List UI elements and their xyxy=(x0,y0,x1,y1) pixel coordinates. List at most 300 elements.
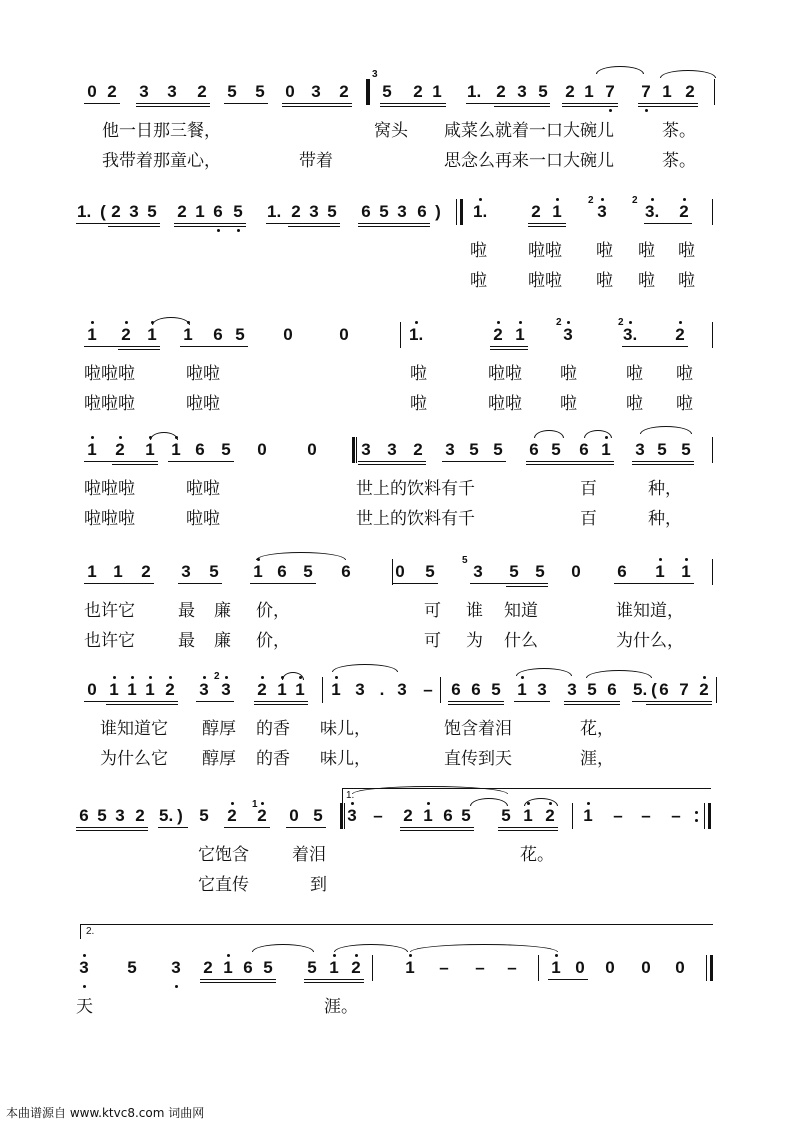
jianpu-note: 1 xyxy=(515,325,525,344)
jianpu-note: 0 xyxy=(283,325,293,344)
jianpu-note: 0 xyxy=(575,958,585,977)
tie-arc xyxy=(150,432,178,440)
lyric-verse-2: 啦 xyxy=(470,271,487,291)
octave-dot xyxy=(149,676,152,679)
octave-dot xyxy=(83,954,86,957)
octave-dot xyxy=(169,676,172,679)
jianpu-note: 0 xyxy=(675,958,685,977)
lyric-verse-1: 最 xyxy=(178,601,195,621)
jianpu-note: – xyxy=(423,680,433,699)
jianpu-note: 2 xyxy=(565,82,575,101)
beam-underline xyxy=(304,982,364,983)
beam-underline xyxy=(490,346,528,347)
octave-dot xyxy=(299,676,302,679)
jianpu-note: 0 xyxy=(339,325,349,344)
lyric-verse-1: 他一日那三餐， xyxy=(102,121,221,141)
octave-dot xyxy=(355,954,358,957)
barline xyxy=(704,803,705,829)
jianpu-note: 2 xyxy=(291,202,301,221)
jianpu-note: 1 xyxy=(277,680,287,699)
octave-dot xyxy=(685,558,688,561)
barline xyxy=(708,803,711,829)
lyric-verse-1: 味儿， xyxy=(320,719,371,739)
lyric-verse-2: 世上的饮料有千 xyxy=(356,509,475,529)
jianpu-note: 5 xyxy=(313,806,323,825)
octave-dot xyxy=(629,321,632,324)
jianpu-note: 2 xyxy=(685,82,695,101)
jianpu-note: 1 xyxy=(147,325,157,344)
jianpu-note: 1. xyxy=(473,202,488,221)
jianpu-note: 0 xyxy=(605,958,615,977)
jianpu-note: 1 xyxy=(583,806,593,825)
jianpu-note: 2 xyxy=(675,325,685,344)
jianpu-note: 6 xyxy=(243,958,253,977)
barline xyxy=(712,199,713,225)
beam-underline xyxy=(136,103,210,104)
octave-dot xyxy=(497,321,500,324)
grace-note: 5 xyxy=(462,555,468,566)
beam-underline xyxy=(282,106,352,107)
beam-underline xyxy=(448,701,504,702)
barline xyxy=(714,79,715,105)
beam-underline xyxy=(304,979,364,980)
jianpu-note: 1 xyxy=(523,806,533,825)
lyric-verse-2: 最 xyxy=(178,631,195,651)
jianpu-note: 1 xyxy=(584,82,594,101)
lyric-verse-2: 为什么它 xyxy=(100,749,168,769)
jianpu-note: 3 xyxy=(139,82,149,101)
beam-underline xyxy=(470,583,548,584)
jianpu-note: 3 xyxy=(563,325,573,344)
barline xyxy=(712,437,713,463)
octave-dot xyxy=(567,321,570,324)
lyric-verse-2: 带着 xyxy=(299,151,333,171)
octave-dot xyxy=(645,109,648,112)
jianpu-note: 3 xyxy=(79,958,89,977)
beam-underline xyxy=(282,103,352,104)
jianpu-note: 3 xyxy=(597,202,607,221)
jianpu-note: 3 xyxy=(397,680,407,699)
jianpu-note: 6 xyxy=(617,562,627,581)
lyric-verse-2: 啦 xyxy=(638,271,655,291)
barline xyxy=(706,955,707,981)
beam-underline xyxy=(358,226,430,227)
beam-underline xyxy=(106,704,178,705)
beam-underline xyxy=(644,223,692,224)
beam-underline xyxy=(380,103,446,104)
beam-underline xyxy=(288,226,340,227)
lyric-verse-2: 直传到天 xyxy=(444,749,512,769)
lyric-verse-1: 啦 xyxy=(560,364,577,384)
jianpu-note: 1 xyxy=(109,680,119,699)
octave-dot xyxy=(113,676,116,679)
lyric-verse-1: 谁知道， xyxy=(616,601,684,621)
jianpu-note: 2 xyxy=(257,806,267,825)
tie-arc xyxy=(516,668,572,676)
lyric-verse-2: 啦 xyxy=(560,394,577,414)
jianpu-note: 2 xyxy=(531,202,541,221)
octave-dot xyxy=(605,436,608,439)
octave-dot xyxy=(149,436,152,439)
lyric-verse-2: 啦 xyxy=(596,271,613,291)
jianpu-note: 5 xyxy=(307,958,317,977)
jianpu-note: 5 xyxy=(97,806,107,825)
lyric-verse-2: 我带着那童心， xyxy=(102,151,221,171)
barline xyxy=(369,79,370,105)
beam-underline xyxy=(136,106,210,107)
octave-dot xyxy=(556,198,559,201)
beam-underline xyxy=(254,701,308,702)
lyric-verse-1: 廉 xyxy=(214,601,231,621)
lyric-verse-2: 啦啦 xyxy=(186,509,220,529)
jianpu-note: 2 xyxy=(493,325,503,344)
jianpu-note: 3 xyxy=(473,562,483,581)
volta-bracket-second xyxy=(80,924,713,939)
jianpu-note: 1. xyxy=(467,82,482,101)
jianpu-note: 1 xyxy=(113,562,123,581)
beam-underline xyxy=(622,346,688,347)
beam-underline xyxy=(490,349,528,350)
jianpu-note: 3 xyxy=(115,806,125,825)
beam-underline xyxy=(180,346,248,347)
octave-dot xyxy=(679,321,682,324)
jianpu-note: 5 xyxy=(199,806,209,825)
lyric-verse-2: 茶。 xyxy=(662,151,696,171)
beam-underline xyxy=(178,583,222,584)
lyric-verse-2: 百 xyxy=(580,509,597,529)
octave-dot xyxy=(175,436,178,439)
beam-underline xyxy=(84,461,158,462)
jianpu-note: 0 xyxy=(87,82,97,101)
jianpu-note: 2 xyxy=(177,202,187,221)
jianpu-note: 2 xyxy=(413,82,423,101)
jianpu-note: 3 xyxy=(397,202,407,221)
jianpu-note: 1 xyxy=(662,82,672,101)
lyric-verse-1: 啦啦 xyxy=(488,364,522,384)
lyric-verse-1: 也许它 xyxy=(84,601,135,621)
octave-dot xyxy=(519,321,522,324)
beam-underline xyxy=(286,827,326,828)
beam-underline xyxy=(498,830,558,831)
jianpu-note: 3 xyxy=(567,680,577,699)
octave-dot xyxy=(227,954,230,957)
jianpu-note: – xyxy=(507,958,517,977)
octave-dot xyxy=(333,954,336,957)
jianpu-note: 5. xyxy=(159,806,174,825)
barline xyxy=(400,322,401,348)
tie-arc xyxy=(660,70,716,78)
lyric-verse-1: 啦 xyxy=(678,241,695,261)
lyric-verse-1: 啦啦 xyxy=(528,241,562,261)
lyric-verse-2: 啦 xyxy=(626,394,643,414)
jianpu-note: 1 xyxy=(87,325,97,344)
octave-dot xyxy=(203,676,206,679)
octave-dot xyxy=(659,558,662,561)
barline xyxy=(710,955,713,981)
barline xyxy=(712,322,713,348)
jianpu-note: 0 xyxy=(289,806,299,825)
jianpu-note: 5 xyxy=(255,82,265,101)
octave-dot xyxy=(217,229,220,232)
lyric-verse-2: 也许它 xyxy=(84,631,135,651)
lyric-verse-2: 啦 xyxy=(676,394,693,414)
lyric-verse-1: 啦 xyxy=(676,364,693,384)
beam-underline xyxy=(84,701,178,702)
barline xyxy=(538,955,539,981)
octave-dot xyxy=(125,321,128,324)
jianpu-note: 3. xyxy=(623,325,638,344)
beam-underline xyxy=(526,461,614,462)
jianpu-note: 3 xyxy=(221,680,231,699)
jianpu-note: 2 xyxy=(257,680,267,699)
jianpu-note: 6 xyxy=(443,806,453,825)
jianpu-note: 5 xyxy=(535,562,545,581)
octave-dot xyxy=(175,985,178,988)
barline xyxy=(344,803,345,829)
jianpu-note: 1 xyxy=(295,680,305,699)
jianpu-note: 5 xyxy=(209,562,219,581)
jianpu-note: 7 xyxy=(605,82,615,101)
barline xyxy=(440,677,441,703)
jianpu-note: 3. xyxy=(645,202,660,221)
beam-underline xyxy=(158,827,188,828)
jianpu-note: 3 xyxy=(311,82,321,101)
beam-underline xyxy=(392,583,438,584)
octave-dot xyxy=(521,676,524,679)
beam-underline xyxy=(76,223,160,224)
jianpu-note: 3 xyxy=(355,680,365,699)
jianpu-note: 3 xyxy=(635,440,645,459)
beam-underline xyxy=(442,461,506,462)
octave-dot xyxy=(703,676,706,679)
jianpu-note: 1 xyxy=(145,440,155,459)
jianpu-note: 5 xyxy=(461,806,471,825)
jianpu-note: 6 xyxy=(451,680,461,699)
octave-dot xyxy=(479,198,482,201)
tie-arc xyxy=(596,66,644,74)
octave-dot xyxy=(187,321,190,324)
octave-dot xyxy=(261,676,264,679)
lyric-verse-2: 种， xyxy=(648,509,682,529)
jianpu-note: ( xyxy=(651,680,657,699)
jianpu-note: 6 xyxy=(277,562,287,581)
barline xyxy=(572,803,573,829)
lyric-verse-2: 啦 xyxy=(678,271,695,291)
octave-dot xyxy=(257,558,260,561)
lyric-verse-1: 饱含着泪 xyxy=(444,719,512,739)
jianpu-note: 5 xyxy=(233,202,243,221)
barline xyxy=(372,955,373,981)
octave-dot xyxy=(225,676,228,679)
beam-underline xyxy=(108,226,160,227)
beam-underline xyxy=(380,106,446,107)
lyric-verse-2: 味儿， xyxy=(320,749,371,769)
lyric-verse-1: 百 xyxy=(580,479,597,499)
jianpu-note: 5 xyxy=(469,440,479,459)
jianpu-note: 3 xyxy=(199,680,209,699)
jianpu-note: 2 xyxy=(679,202,689,221)
octave-dot xyxy=(91,436,94,439)
lyric-verse-1: 咸菜么就着一口大碗儿 xyxy=(444,121,614,141)
jianpu-note: 1 xyxy=(183,325,193,344)
lyric-verse-2: 涯， xyxy=(580,749,614,769)
barline xyxy=(712,559,713,585)
jianpu-note: – xyxy=(613,806,623,825)
tie-arc xyxy=(584,430,612,438)
lyric-verse-2: 它直传 xyxy=(198,875,249,895)
jianpu-note: 5 xyxy=(491,680,501,699)
beam-underline xyxy=(84,346,160,347)
jianpu-note: 1 xyxy=(655,562,665,581)
octave-dot xyxy=(281,676,284,679)
beam-underline xyxy=(632,464,694,465)
jianpu-note: 5 xyxy=(657,440,667,459)
volta-bracket-first xyxy=(342,788,711,803)
beam-underline xyxy=(168,461,234,462)
jianpu-note: 2 xyxy=(545,806,555,825)
tie-arc xyxy=(586,670,652,678)
jianpu-note: 1 xyxy=(517,680,527,699)
jianpu-note: 5 xyxy=(501,806,511,825)
beam-underline xyxy=(76,830,148,831)
beam-underline xyxy=(400,830,474,831)
jianpu-note: 5 xyxy=(681,440,691,459)
beam-underline xyxy=(548,979,588,980)
beam-underline xyxy=(448,704,504,705)
jianpu-note: 2 xyxy=(351,958,361,977)
beam-underline xyxy=(254,704,308,705)
jianpu-note: 2 xyxy=(121,325,131,344)
lyric-verse-2: 可 xyxy=(424,631,441,651)
jianpu-note: 6 xyxy=(213,202,223,221)
grace-note: 2 xyxy=(556,317,562,328)
lyric-verse-1: 着泪 xyxy=(292,845,326,865)
jianpu-note: 3 xyxy=(537,680,547,699)
jianpu-note: 6 xyxy=(607,680,617,699)
grace-note: 3 xyxy=(372,69,378,80)
octave-dot xyxy=(601,198,604,201)
jianpu-note: 5. xyxy=(633,680,648,699)
jianpu-note: 1 xyxy=(145,680,155,699)
beam-underline xyxy=(358,464,426,465)
jianpu-note: 2 xyxy=(115,440,125,459)
lyric-verse-1: 谁知道它 xyxy=(100,719,168,739)
beam-underline xyxy=(564,704,620,705)
tie-arc xyxy=(334,944,408,952)
jianpu-note: 5 xyxy=(382,82,392,101)
jianpu-note: 6 xyxy=(79,806,89,825)
jianpu-note: – xyxy=(671,806,681,825)
lyric-verse-2: 价， xyxy=(256,631,290,651)
jianpu-note: 5 xyxy=(221,440,231,459)
beam-underline xyxy=(200,982,276,983)
beam-underline xyxy=(646,704,712,705)
lyric-verse-1: 啦 xyxy=(596,241,613,261)
tie-arc xyxy=(640,426,692,434)
jianpu-note: 2 xyxy=(203,958,213,977)
jianpu-note: – xyxy=(373,806,383,825)
jianpu-note: 3 xyxy=(171,958,181,977)
beam-underline xyxy=(528,223,566,224)
lyric-verse-1: 谁 xyxy=(466,601,483,621)
jianpu-note: 0 xyxy=(285,82,295,101)
lyric-verse-2: 为 xyxy=(466,631,483,651)
jianpu-note: 3 xyxy=(347,806,357,825)
lyric-verse-2: 思念么再来一口大碗儿 xyxy=(444,151,614,171)
lyric-verse-1: 的香 xyxy=(256,719,290,739)
lyric-verse-2: 啦啦 xyxy=(488,394,522,414)
jianpu-note: 2 xyxy=(496,82,506,101)
beam-underline xyxy=(358,223,430,224)
octave-dot xyxy=(335,676,338,679)
lyric-verse-1: 种， xyxy=(648,479,682,499)
lyric-verse-1: 啦啦啦 xyxy=(84,479,135,499)
lyric-verse-1: 醇厚 xyxy=(202,719,236,739)
beam-underline xyxy=(466,103,550,104)
jianpu-note: 1 xyxy=(329,958,339,977)
jianpu-note: 0 xyxy=(395,562,405,581)
beam-underline xyxy=(526,464,614,465)
lyric-verse-2: 啦 xyxy=(410,394,427,414)
beam-underline xyxy=(562,106,618,107)
jianpu-note: 2 xyxy=(413,440,423,459)
barline xyxy=(340,803,343,829)
octave-dot xyxy=(695,819,698,822)
jianpu-note: 6 xyxy=(471,680,481,699)
beam-underline xyxy=(638,103,698,104)
beam-underline xyxy=(632,461,694,462)
jianpu-note: 2 xyxy=(107,82,117,101)
beam-underline xyxy=(174,226,246,227)
beam-underline xyxy=(266,223,340,224)
beam-underline xyxy=(638,106,698,107)
jianpu-note: 2 xyxy=(111,202,121,221)
lyric-verse-1: 啦 xyxy=(410,364,427,384)
jianpu-note: 6 xyxy=(361,202,371,221)
jianpu-note: 1. xyxy=(409,325,424,344)
jianpu-note: 2 xyxy=(339,82,349,101)
jianpu-note: 7 xyxy=(641,82,651,101)
lyric-verse-1: 啦 xyxy=(470,241,487,261)
beam-underline xyxy=(632,701,712,702)
barline xyxy=(352,437,355,463)
jianpu-note: 6 xyxy=(417,202,427,221)
tie-arc xyxy=(256,552,346,560)
barline xyxy=(392,559,393,585)
jianpu-note: 5 xyxy=(327,202,337,221)
jianpu-note: 2 xyxy=(403,806,413,825)
jianpu-note: 0 xyxy=(257,440,267,459)
jianpu-note: 6 xyxy=(195,440,205,459)
lyric-verse-1: 天 xyxy=(76,997,93,1017)
jianpu-note: 3 xyxy=(129,202,139,221)
jianpu-note: 3 xyxy=(445,440,455,459)
lyric-verse-2: 啦啦 xyxy=(528,271,562,291)
jianpu-note: . xyxy=(379,680,385,699)
beam-underline xyxy=(400,827,474,828)
jianpu-note: 5 xyxy=(509,562,519,581)
lyric-verse-1: 可 xyxy=(424,601,441,621)
jianpu-note: 0 xyxy=(641,958,651,977)
beam-underline xyxy=(174,223,246,224)
beam-underline xyxy=(564,701,620,702)
jianpu-note: 1 xyxy=(331,680,341,699)
jianpu-note: 5 xyxy=(235,325,245,344)
lyric-verse-1: 啦 xyxy=(638,241,655,261)
beam-underline xyxy=(84,103,120,104)
barline xyxy=(322,677,323,703)
jianpu-note: 5 xyxy=(587,680,597,699)
